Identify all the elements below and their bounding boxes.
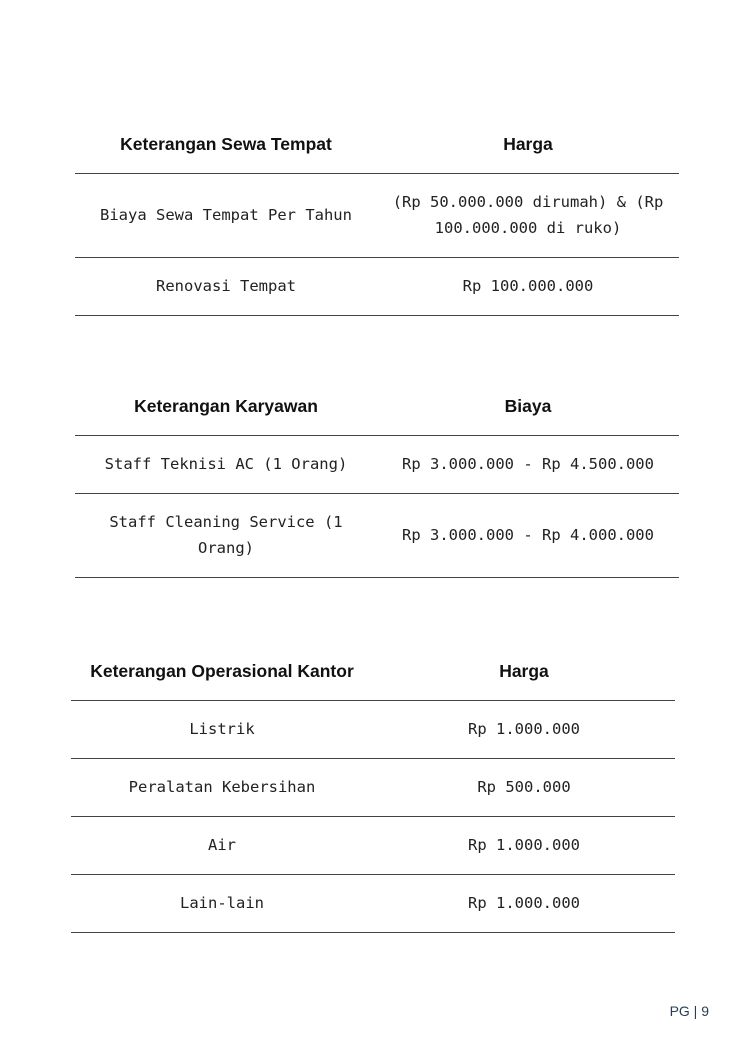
row-price: Rp 100.000.000 — [377, 257, 679, 315]
row-description: Lain-lain — [71, 874, 373, 932]
table-row — [75, 173, 679, 257]
column-header-price: Harga — [499, 661, 549, 682]
row-cost: Rp 3.000.000 - Rp 4.000.000 — [377, 493, 679, 577]
rent-cost-table — [75, 117, 679, 316]
row-description: Staff Cleaning Service (1 Orang) — [75, 493, 377, 577]
table-header-row — [75, 379, 679, 435]
table-row — [71, 758, 675, 816]
row-description: Renovasi Tempat — [75, 257, 377, 315]
office-operational-cost-table — [71, 644, 675, 933]
table-row — [71, 874, 675, 932]
table-header-row — [71, 644, 675, 700]
row-description: Biaya Sewa Tempat Per Tahun — [75, 173, 377, 257]
row-price: Rp 1.000.000 — [373, 700, 675, 758]
row-description: Staff Teknisi AC (1 Orang) — [75, 435, 377, 493]
row-price: Rp 1.000.000 — [373, 874, 675, 932]
table-row — [75, 257, 679, 315]
row-description: Air — [71, 816, 373, 874]
table-row — [75, 493, 679, 577]
table-row — [75, 435, 679, 493]
row-price: Rp 500.000 — [373, 758, 675, 816]
table-header-row — [75, 117, 679, 173]
row-description: Peralatan Kebersihan — [71, 758, 373, 816]
page-number: PG | 9 — [669, 1003, 709, 1019]
column-header-price: Harga — [503, 134, 553, 155]
column-header-description: Keterangan Operasional Kantor — [90, 661, 354, 682]
table-row — [71, 816, 675, 874]
row-cost: Rp 3.000.000 - Rp 4.500.000 — [377, 435, 679, 493]
employee-cost-table — [75, 379, 679, 578]
column-header-cost: Biaya — [504, 396, 552, 417]
row-price: Rp 1.000.000 — [373, 816, 675, 874]
row-price: (Rp 50.000.000 dirumah) & (Rp 100.000.000 di ruko) — [377, 173, 679, 257]
row-description: Listrik — [71, 700, 373, 758]
table-row — [71, 700, 675, 758]
column-header-description: Keterangan Karyawan — [134, 396, 318, 417]
column-header-description: Keterangan Sewa Tempat — [120, 134, 332, 155]
